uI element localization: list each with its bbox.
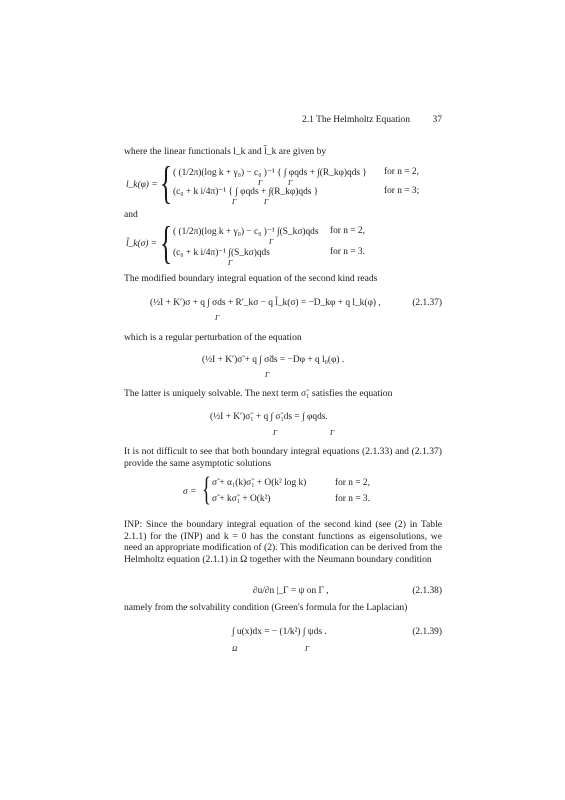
left-brace-ltk: { [160, 217, 173, 268]
sigma-cond-1: for n = 2, [335, 478, 370, 488]
paragraph-inp: INP: Since the boundary integral equation of the second kind (see (2) in Table 2.1.1) for the (INP) and k = 0 has the constant functions as eigensolutions, we need an appropriate modification of (2). This modification can be derived from the Helmholtz equation (2.1.1) in Ω together with the Neumann boundary condition [124, 519, 442, 565]
lk-label: l_k(φ) = [126, 180, 158, 190]
ltk-line-1: ( (1/2π)(log k + γ₀) − c₀ )⁻¹ ∫(S_kσ)qds [173, 227, 319, 237]
eq-number-2139: (2.1.39) [412, 627, 442, 637]
omega-sub: Ω [232, 644, 238, 653]
eq-number-2138: (2.1.38) [412, 586, 442, 596]
ltk-line-2: (c₀ + k i/4π)⁻¹ ∫(S_kσ)qds [173, 248, 270, 258]
eq-2139: ∫ u(x)dx = − (1/k²) ∫ ψds . [232, 627, 327, 637]
gamma-sub: Γ [264, 197, 269, 206]
gamma-sub: Γ [232, 197, 237, 206]
gamma-sub: Γ [258, 178, 263, 187]
ltk-cond-2: for n = 3. [330, 247, 365, 257]
sigma-label: σ = [183, 487, 197, 497]
page-number: 37 [432, 115, 442, 125]
paragraph-solvability: namely from the solvability condition (Green's formula for the Laplacian) [124, 602, 408, 613]
paragraph-regular: which is a regular perturbation of the equation [124, 332, 302, 343]
paragraph-and: and [124, 209, 138, 220]
sigma-cond-2: for n = 3. [335, 494, 370, 504]
running-header [124, 115, 442, 129]
gamma-sub: Γ [228, 258, 233, 267]
gamma-sub: Γ [269, 237, 274, 246]
lk-line-1: ( (1/2π)(log k + γ₀) − c₀ )⁻¹ { ∫ φqds + ∫(R_kφ)qds } [173, 168, 367, 178]
gamma-sub: Γ [330, 428, 335, 437]
left-brace-lk: { [160, 157, 173, 208]
lk-line-2: (c₀ + k i/4π)⁻¹ { ∫ φqds + ∫(R_kφ)qds } [173, 187, 319, 197]
gamma-sub: Γ [273, 428, 278, 437]
gamma-sub: Γ [215, 313, 220, 322]
sigma-line-1: σ̃ + α₁(k)σ̃₁ + O(k² log k) [212, 478, 307, 488]
eq-2138: ∂u/∂n |_Γ = ψ on Γ , [253, 586, 329, 596]
eq-number-2137: (2.1.37) [412, 298, 442, 308]
lk-cond-2: for n = 3; [384, 186, 420, 196]
eq-2137: (½I + K′)σ + q ∫ σds + R′_kσ − q l̃_k(σ) = −D_kφ + q l_k(φ) , [150, 298, 381, 308]
eq-next: (½I + K′)σ̃₁ + q ∫ σ̃₁ds = ∫ φqds. [210, 412, 328, 422]
sigma-line-2: σ̃ + kσ̃₁ + O(k²) [212, 494, 271, 504]
paragraph-asymptotic: It is not difficult to see that both boundary integral equations (2.1.33) and (2.1.37) provide the same asymptotic solutions [124, 446, 442, 469]
gamma-sub: Γ [288, 178, 293, 187]
section-title: 2.1 The Helmholtz Equation [302, 115, 410, 125]
ltk-label: l̃_k(σ) = [126, 239, 157, 249]
paragraph-solvable: The latter is uniquely solvable. The next term σ̃₁ satisfies the equation [124, 388, 393, 399]
gamma-sub: Γ [305, 644, 310, 653]
gamma-sub: Γ [265, 370, 270, 379]
ltk-cond-1: for n = 2, [330, 226, 365, 236]
left-brace-sigma: { [202, 471, 211, 508]
eq-regular: (½I + K′)σ̃ + q ∫ σ̃ds = −Dφ + q l₀(φ) . [202, 355, 345, 365]
paragraph-modified: The modified boundary integral equation of the second kind reads [124, 273, 378, 284]
lk-cond-1: for n = 2, [384, 167, 419, 177]
paragraph-intro: where the linear functionals l_k and l̃_k are given by [124, 146, 327, 157]
